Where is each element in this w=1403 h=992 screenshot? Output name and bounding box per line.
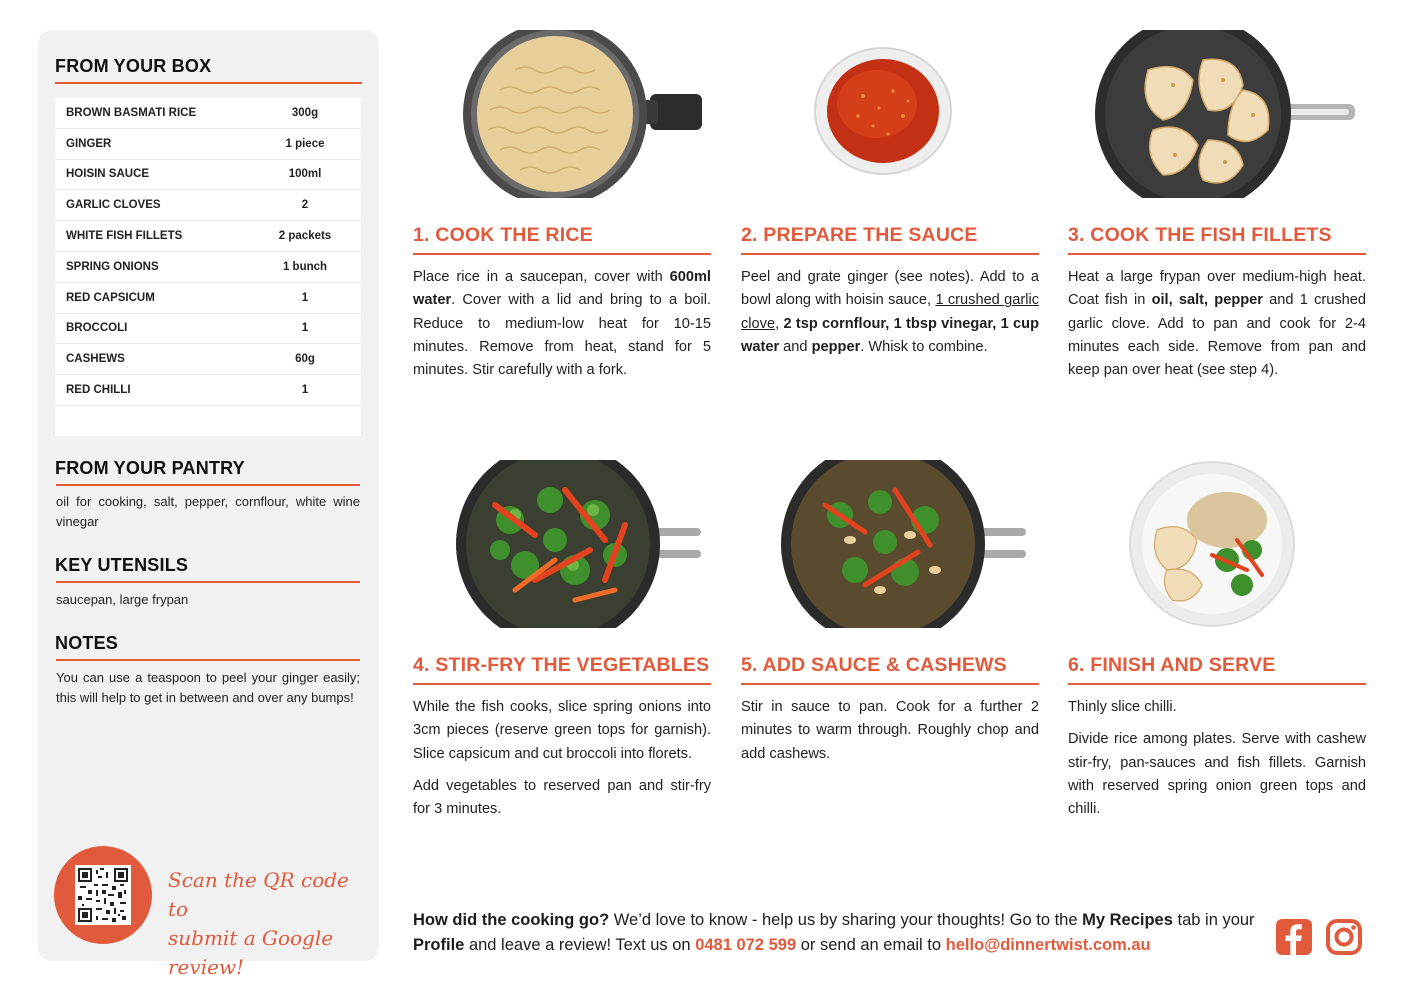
ingredient-row <box>55 314 361 345</box>
bold-ingredient: 600ml water <box>413 269 711 309</box>
step-text: , <box>775 315 784 332</box>
ingredient-row <box>55 160 361 191</box>
step-paragraph <box>413 775 711 822</box>
ingredient-name: GARLIC CLOVES <box>66 199 161 212</box>
plated-dish-image <box>1127 460 1297 628</box>
footer-question: How did the cooking go? <box>413 911 610 929</box>
feedback-footer <box>413 908 1273 958</box>
step-paragraph <box>1068 266 1366 382</box>
facebook-icon[interactable] <box>1275 918 1313 956</box>
step-text: Thinly slice chilli. <box>1068 699 1177 715</box>
ingredient-name: HOISIN SAUCE <box>66 168 150 181</box>
pantry-title: FROM YOUR PANTRY <box>55 458 245 478</box>
step-text: Heat a large frypan over medium-high heat. Coat fish in <box>1068 269 1366 309</box>
instagram-icon[interactable] <box>1325 918 1363 956</box>
ingredient-row <box>55 375 361 406</box>
ingredient-quantity: 1 <box>301 291 309 304</box>
ingredient-quantity: 1 bunch <box>282 260 328 273</box>
ingredient-row <box>55 283 361 314</box>
step-paragraph <box>741 696 1039 766</box>
ingredient-name: GINGER <box>66 137 112 150</box>
ingredients-table <box>55 98 361 436</box>
step-5-body <box>741 696 1039 766</box>
step-3-rule <box>1068 253 1366 255</box>
step-1-body <box>413 266 711 382</box>
step-text: Add vegetables to reserved pan and stir-fry for 3 minutes. <box>413 777 711 818</box>
ingredient-name: BROCCOLI <box>66 322 128 335</box>
utensils-rule <box>56 581 360 583</box>
ingredient-name: WHITE FISH FILLETS <box>66 230 183 243</box>
step-paragraph <box>741 266 1039 359</box>
notes-title: NOTES <box>55 633 119 653</box>
step-text: Stir in sauce to pan. Cook for a further 2 minutes to warm through. Roughly chop and add cashews. <box>741 699 1039 762</box>
qr-caption-line-1: Scan the QR code to <box>168 868 349 921</box>
bold-ingredient: pepper <box>811 338 861 355</box>
ingredient-name: SPRING ONIONS <box>66 260 159 273</box>
ingredient-name: RED CHILLI <box>66 384 131 397</box>
rice-pot-image <box>460 30 705 198</box>
footer-text-1: We’d love to know - help us by sharing your thoughts! Go to the <box>609 911 1083 929</box>
qr-caption-line-2: submit a Google review! <box>168 926 334 979</box>
qr-code-icon[interactable] <box>75 865 131 925</box>
underlined-ingredient: 1 crushed garlic clove <box>741 292 1039 332</box>
ingredient-row <box>55 344 361 375</box>
ingredient-quantity: 100ml <box>288 168 322 181</box>
ingredient-row <box>55 221 361 252</box>
footer-text-4: or send an email to <box>796 936 946 954</box>
ingredient-quantity: 1 <box>301 384 309 397</box>
ingredient-name: CASHEWS <box>66 353 125 366</box>
ingredient-quantity: 2 packets <box>278 230 332 243</box>
footer-text-3: and leave a review! Text us on <box>464 936 696 954</box>
from-box-rule <box>55 82 362 84</box>
step-4-title: 4. STIR-FRY THE VEGETABLES <box>413 654 710 676</box>
step-3-body <box>1068 266 1366 382</box>
ingredient-row <box>55 252 361 283</box>
utensils-text: saucepan, large frypan <box>56 592 189 607</box>
step-2-body <box>741 266 1039 359</box>
ingredient-quantity: 300g <box>291 106 319 119</box>
step-paragraph <box>1068 696 1366 719</box>
step-2-rule <box>741 253 1039 255</box>
step-text: and 1 crushed garlic clove. Add to pan and cook for 2-4 minutes each side. Remove from pan and keep pan over heat (see step 4). <box>1068 292 1366 379</box>
notes-text: You can use a teaspoon to peel your ginger easily; this will help to get in between and over any bumps! <box>56 670 360 705</box>
sauce-cashews-image <box>780 460 1030 628</box>
step-4-body <box>413 696 711 821</box>
bold-ingredient: oil, salt, pepper <box>1151 292 1263 309</box>
ingredient-name: RED CAPSICUM <box>66 291 155 304</box>
ingredients-sidebar <box>38 30 379 979</box>
ingredient-quantity: 1 <box>301 322 309 335</box>
step-text: While the fish cooks, slice spring onions into 3cm pieces (reserve green tops for garnish). Slice capsicum and cut broccoli into florets. <box>413 699 711 762</box>
step-6-body <box>1068 696 1366 821</box>
step-1-title: 1. COOK THE RICE <box>413 224 593 246</box>
fish-pan-image <box>1093 30 1358 198</box>
ingredient-name: BROWN BASMATI RICE <box>66 106 197 119</box>
step-6-rule <box>1068 683 1366 685</box>
footer-text-2: tab in your <box>1172 911 1255 929</box>
qr-code-badge[interactable] <box>54 846 152 944</box>
ingredient-row <box>55 98 361 129</box>
footer-profile: Profile <box>413 936 465 954</box>
step-1-rule <box>413 253 711 255</box>
stir-fry-vegetables-image <box>455 460 705 628</box>
pantry-rule <box>56 484 360 486</box>
step-text: . Cover with a lid and bring to a boil. Reduce to medium-low heat for 10-15 minutes. Remove from heat, stand for 5 minutes. Stir carefully with a fork. <box>413 292 711 379</box>
pantry-text: oil for cooking, salt, pepper, cornflour, white wine vinegar <box>56 494 360 529</box>
step-5-rule <box>741 683 1039 685</box>
from-box-title: FROM YOUR BOX <box>55 56 212 76</box>
ingredient-quantity: 1 piece <box>285 137 325 150</box>
step-3-title: 3. COOK THE FISH FILLETS <box>1068 224 1332 246</box>
step-paragraph <box>413 266 711 382</box>
footer-phone-link[interactable]: 0481 072 599 <box>695 936 797 954</box>
ingredient-quantity: 2 <box>301 199 309 212</box>
step-6-title: 6. FINISH AND SERVE <box>1068 654 1276 676</box>
step-text: . Whisk to combine. <box>860 338 988 355</box>
step-text: Divide rice among plates. Serve with cashew stir-fry, pan-sauces and fish fillets. Garnish with reserved spring onion green tops and chilli. <box>1068 731 1366 818</box>
ingredient-row <box>55 190 361 221</box>
step-4-rule <box>413 683 711 685</box>
step-paragraph <box>413 696 711 766</box>
step-text: Place rice in a saucepan, cover with <box>413 269 670 285</box>
ingredient-quantity: 60g <box>295 353 315 366</box>
ingredient-row <box>55 129 361 160</box>
bold-ingredient: 2 tsp cornflour, 1 tbsp vinegar, 1 cup water <box>741 315 1039 355</box>
step-paragraph <box>1068 728 1366 821</box>
utensils-title: KEY UTENSILS <box>55 555 189 575</box>
footer-email-link[interactable]: hello@dinnertwist.com.au <box>945 936 1151 954</box>
step-2-title: 2. PREPARE THE SAUCE <box>741 224 978 246</box>
step-text: Peel and grate ginger (see notes). Add to a bowl along with hoisin sauce, <box>741 269 1039 309</box>
sauce-bowl-image <box>813 46 953 176</box>
notes-rule <box>56 659 360 661</box>
qr-caption <box>168 866 368 982</box>
footer-my-recipes: My Recipes <box>1082 911 1173 929</box>
step-5-title: 5. ADD SAUCE & CASHEWS <box>741 654 1007 676</box>
step-text: and <box>779 338 812 355</box>
